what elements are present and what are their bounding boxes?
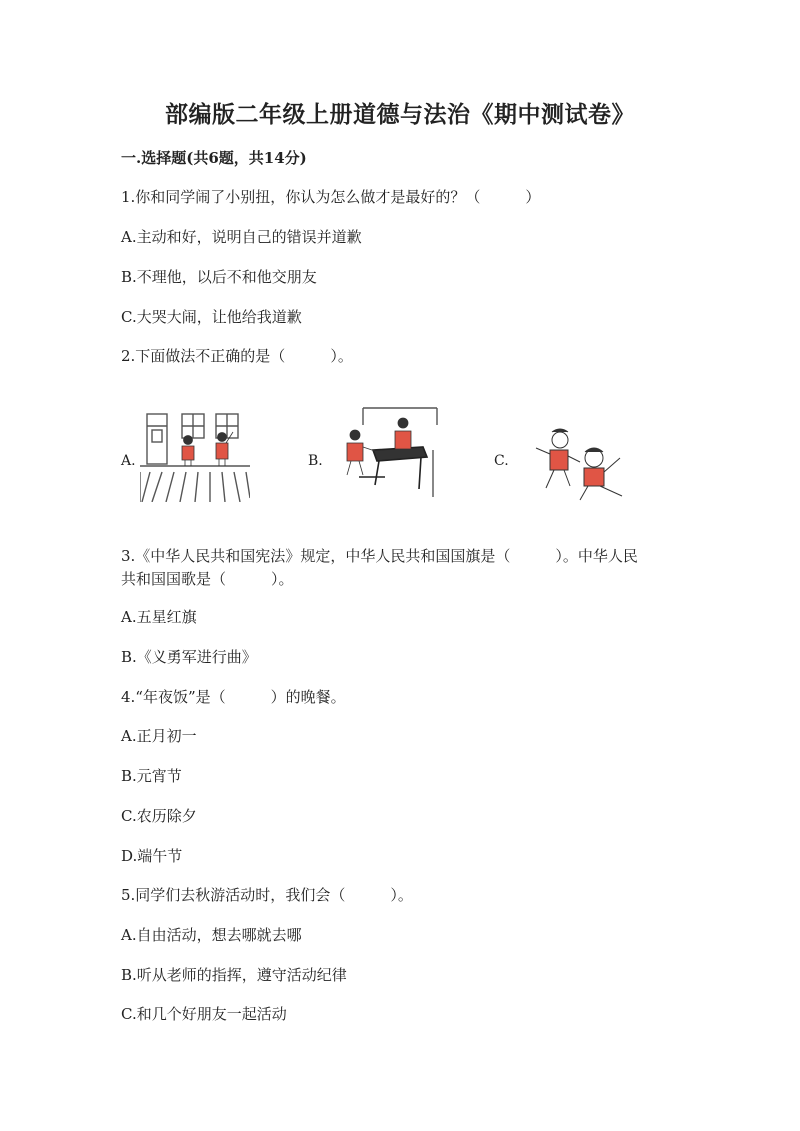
question-1-option-b: B.不理他，以后不和他交朋友 [121, 268, 317, 286]
question-3-option-b: B.《义勇军进行曲》 [121, 648, 257, 666]
question-5-stem: 5.同学们去秋游活动时，我们会（ ）。 [121, 886, 413, 904]
question-4-option-c: C.农历除夕 [121, 807, 197, 825]
figure-a-children-cleaning-window [140, 410, 250, 502]
image-label-c: C. [494, 453, 509, 469]
question-4-stem: 4.“年夜饭”是（ ）的晚餐。 [121, 688, 346, 706]
question-1-stem: 1.你和同学闹了小别扭，你认为怎么做才是最好的？（ ） [121, 188, 541, 206]
question-3-option-a: A.五星红旗 [121, 608, 197, 626]
figure-b-children-at-desk [335, 405, 440, 500]
question-5-option-b: B.听从老师的指挥，遵守活动纪律 [121, 966, 347, 984]
question-5-option-c: C.和几个好朋友一起活动 [121, 1005, 287, 1023]
question-5-option-a: A.自由活动，想去哪就去哪 [121, 926, 302, 944]
image-label-b: B. [308, 453, 323, 469]
question-1-option-a: A.主动和好，说明自己的错误并道歉 [121, 228, 362, 246]
question-3-stem-line-2: 共和国国歌是（ ）。 [121, 570, 294, 588]
image-label-a: A. [121, 453, 136, 469]
question-4-option-d: D.端午节 [121, 847, 183, 865]
question-4-option-a: A.正月初一 [121, 727, 197, 745]
question-4-option-b: B.元宵节 [121, 767, 182, 785]
section-heading: 一.选择题(共6题，共14分) [121, 149, 307, 167]
question-3-stem-line-1: 3.《中华人民共和国宪法》规定，中华人民共和国国旗是（ ）。中华人民 [121, 547, 638, 565]
question-1-option-c: C.大哭大闹，让他给我道歉 [121, 308, 302, 326]
question-2-stem: 2.下面做法不正确的是（ ）。 [121, 347, 353, 365]
page-title: 部编版二年级上册道德与法治《期中测试卷》 [165, 101, 635, 128]
figure-c-children-fighting [518, 428, 630, 504]
